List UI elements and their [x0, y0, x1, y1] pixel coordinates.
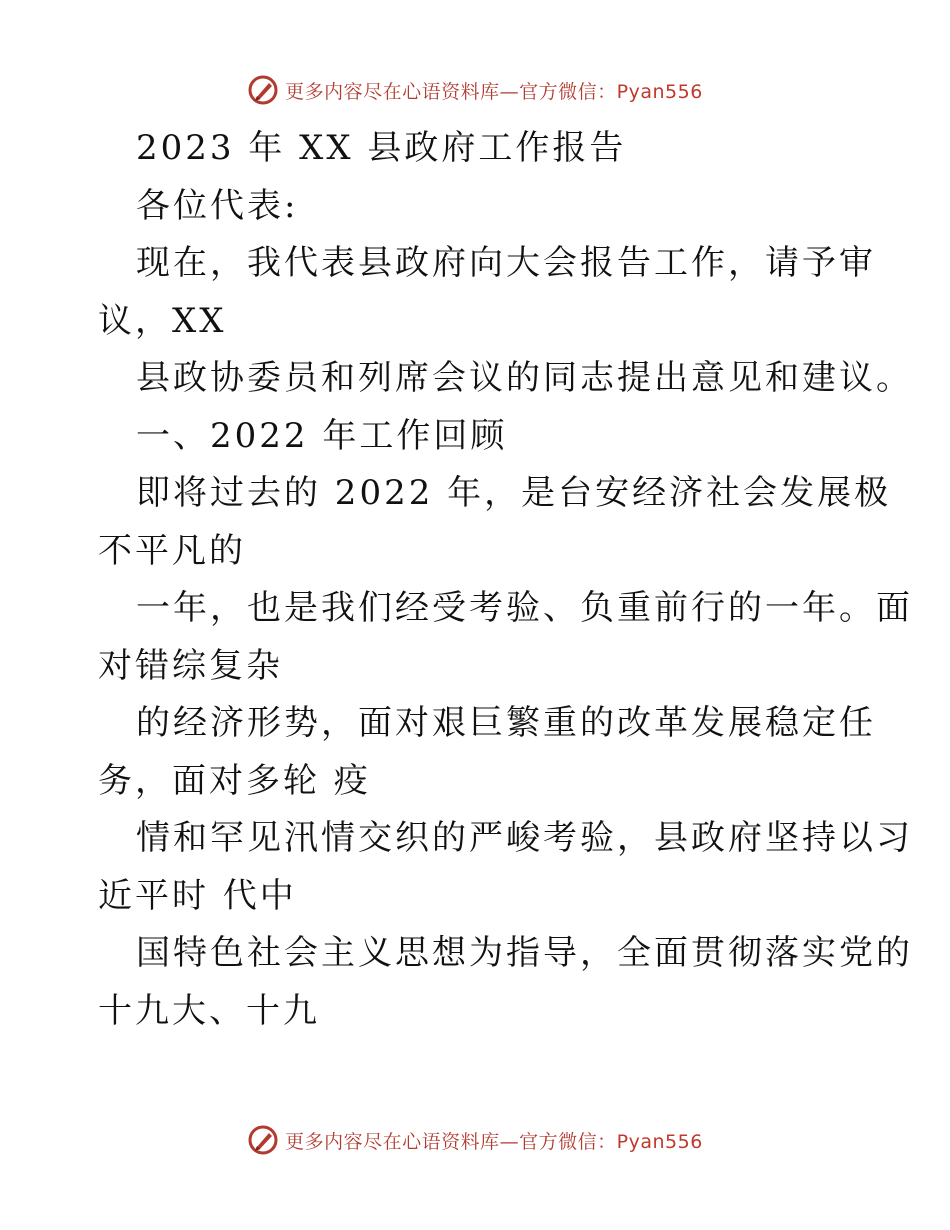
paragraph-line: 国特色社会主义思想为指导，全面贯彻落实党的	[136, 933, 913, 973]
document-body	[98, 120, 913, 1040]
paragraph-line: 务，面对多轮 疫	[98, 760, 371, 801]
paragraph-line: 情和罕见汛情交织的严峻考验，县政府坚持以习	[136, 818, 913, 858]
paragraph-line: 议，XX	[98, 300, 227, 341]
paragraph-line: 即将过去的 2022 年，是台安经济社会发展极	[136, 473, 892, 513]
footer-watermark	[0, 1120, 950, 1160]
section-heading: 一、2022 年工作回顾	[136, 415, 508, 456]
salutation: 各位代表:	[136, 185, 299, 226]
paragraph-line: 县政协委员和列席会议的同志提出意见和建议。	[136, 358, 913, 398]
paragraph-line: 对错综复杂	[98, 645, 283, 686]
paragraph-line: 不平凡的	[98, 530, 246, 571]
paragraph-line: 现在，我代表县政府向大会报告工作，请予审	[136, 243, 876, 283]
paragraph-line: 的经济形势，面对艰巨繁重的改革发展稳定任	[136, 703, 876, 743]
header-watermark	[0, 70, 950, 110]
watermark-text: 更多内容尽在心语资料库—官方微信：Pyan556	[285, 1130, 703, 1153]
pen-circle-logo-icon	[247, 1124, 279, 1156]
watermark-text: 更多内容尽在心语资料库—官方微信：Pyan556	[285, 80, 703, 103]
pen-circle-logo-icon	[247, 74, 279, 106]
wechat-id: Pyan556	[616, 80, 703, 103]
paragraph-line: 近平时 代中	[98, 875, 297, 916]
paragraph-line: 一年，也是我们经受考验、负重前行的一年。面	[136, 588, 913, 628]
paragraph-line: 十九大、十九	[98, 990, 320, 1031]
wechat-id: Pyan556	[616, 1130, 703, 1153]
document-title: 2023 年 XX 县政府工作报告	[136, 128, 627, 168]
